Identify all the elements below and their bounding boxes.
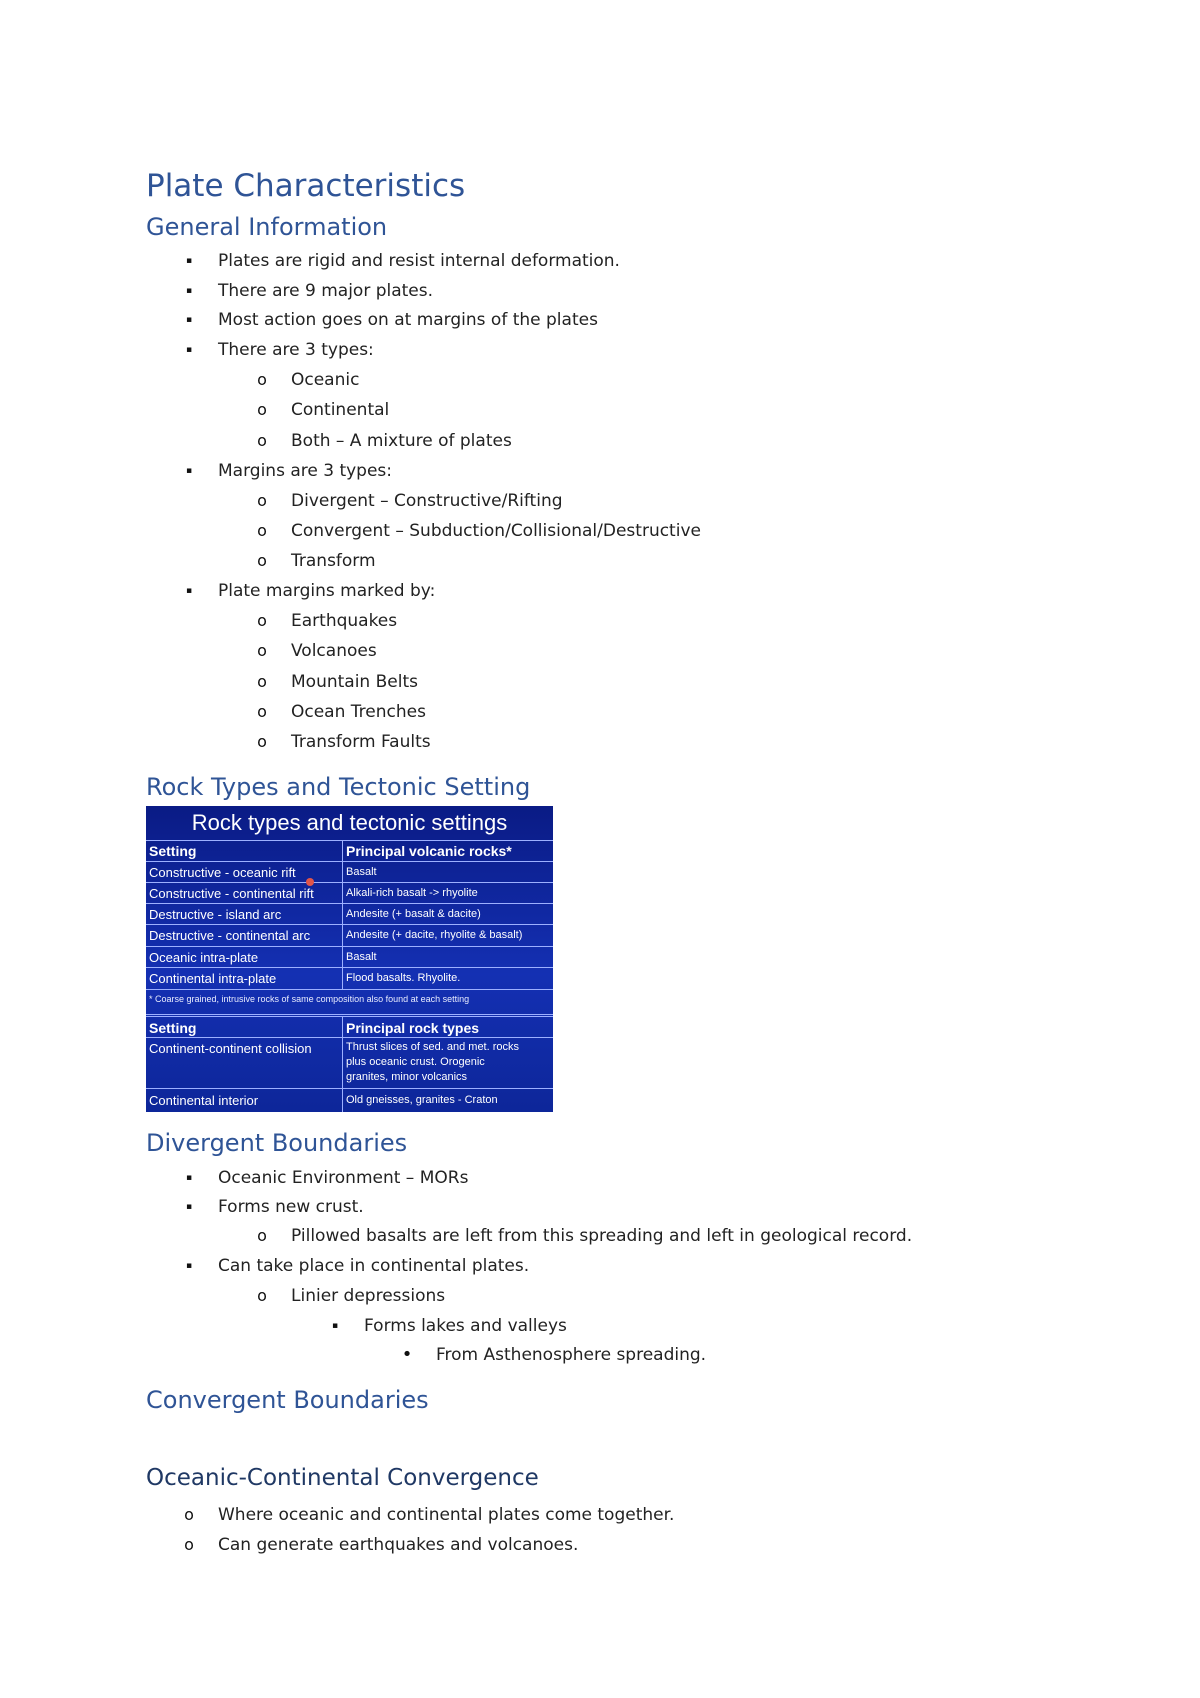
list-item-text: Oceanic Environment – MORs [218, 1168, 469, 1188]
table-cell: Destructive - continental arc [149, 928, 311, 943]
list-item-text: Where oceanic and continental plates come together. [218, 1505, 675, 1525]
circle-bullet-icon: o [257, 521, 267, 540]
list-item-text: Can take place in continental plates. [218, 1256, 530, 1276]
list-item-text: Convergent – Subduction/Collisional/Destructive [291, 521, 701, 541]
list-item-text: Earthquakes [291, 611, 398, 631]
convergent-heading: Convergent Boundaries [146, 1386, 429, 1414]
square-bullet-icon: ▪ [185, 345, 193, 355]
rock-types-figure [146, 806, 553, 1112]
circle-bullet-icon: o [257, 1226, 267, 1245]
table-cell: Oceanic intra-plate [149, 950, 259, 965]
list-item-text: Ocean Trenches [291, 702, 426, 722]
list-item-text: Forms lakes and valleys [364, 1316, 567, 1336]
list-item-text: Volcanoes [291, 641, 377, 661]
list-item-text: Divergent – Constructive/Rifting [291, 491, 563, 511]
rock-types-heading: Rock Types and Tectonic Setting [146, 773, 531, 801]
list-item-text: There are 3 types: [218, 340, 374, 360]
square-bullet-icon: ▪ [185, 466, 193, 476]
list-item-text: Most action goes on at margins of the plates [218, 310, 598, 330]
circle-bullet-icon: o [257, 672, 267, 691]
circle-bullet-icon: o [257, 732, 267, 751]
table-cell: Andesite (+ basalt & dacite) [346, 908, 481, 920]
list-item-text: Transform [291, 551, 376, 571]
list-item-text: Can generate earthquakes and volcanoes. [218, 1535, 579, 1555]
table-header: Principal rock types [346, 1020, 480, 1036]
square-bullet-icon: ▪ [185, 315, 193, 325]
table-cell: Basalt [346, 866, 377, 878]
table-cell: Destructive - island arc [149, 907, 282, 922]
table-cell: Continent-continent collision [149, 1041, 312, 1056]
list-item-text: Mountain Belts [291, 672, 418, 692]
oceanic-continental-heading: Oceanic-Continental Convergence [146, 1465, 539, 1491]
circle-bullet-icon: o [184, 1535, 194, 1554]
circle-bullet-icon: o [257, 551, 267, 570]
square-bullet-icon: ▪ [331, 1321, 339, 1331]
table-cell: granites, minor volcanics [346, 1071, 468, 1083]
table-cell: Flood basalts. Rhyolite. [346, 972, 461, 984]
table-cell: Andesite (+ dacite, rhyolite & basalt) [346, 929, 523, 941]
cursor-dot-icon [306, 878, 314, 886]
circle-bullet-icon: o [257, 431, 267, 450]
circle-bullet-icon: o [257, 702, 267, 721]
square-bullet-icon: ▪ [185, 1261, 193, 1271]
circle-bullet-icon: o [257, 370, 267, 389]
table-cell: Basalt [346, 951, 377, 963]
circle-bullet-icon: o [257, 491, 267, 510]
list-item-text: Transform Faults [291, 732, 431, 752]
table-cell: Continental intra-plate [149, 971, 277, 986]
list-item-text: Oceanic [291, 370, 360, 390]
list-item-text: Plates are rigid and resist internal deformation. [218, 251, 620, 271]
table-cell: Old gneisses, granites - Craton [346, 1094, 498, 1106]
table-header: Principal volcanic rocks* [346, 843, 512, 859]
table-cell: Constructive - oceanic rift [149, 865, 296, 880]
divergent-heading: Divergent Boundaries [146, 1129, 408, 1157]
list-item-text: Continental [291, 400, 390, 420]
list-item-text: From Asthenosphere spreading. [436, 1345, 707, 1365]
table-footnote: * Coarse grained, intrusive rocks of same composition also found at each setting [149, 994, 470, 1004]
list-item-text: There are 9 major plates. [218, 281, 434, 301]
square-bullet-icon: ▪ [185, 1173, 193, 1183]
list-item-text: Pillowed basalts are left from this spreading and left in geological record. [291, 1226, 913, 1246]
table-header: Setting [149, 1020, 197, 1036]
circle-bullet-icon: o [257, 611, 267, 630]
general-information-heading: General Information [146, 213, 388, 241]
square-bullet-icon: ▪ [185, 1202, 193, 1212]
circle-bullet-icon: o [257, 400, 267, 419]
list-item-text: Linier depressions [291, 1286, 446, 1306]
circle-bullet-icon: o [257, 641, 267, 660]
table-cell: Constructive - continental rift [149, 886, 314, 901]
list-item-text: Both – A mixture of plates [291, 431, 512, 451]
square-bullet-icon: ▪ [185, 256, 193, 266]
square-bullet-icon: ▪ [185, 586, 193, 596]
list-item-text: Forms new crust. [218, 1197, 364, 1217]
circle-bullet-icon: o [184, 1505, 194, 1524]
square-bullet-icon: ▪ [185, 286, 193, 296]
table-cell: Alkali-rich basalt -> rhyolite [346, 887, 478, 899]
list-item-text: Plate margins marked by: [218, 581, 436, 601]
list-item-text: Margins are 3 types: [218, 461, 393, 481]
figure-title: Rock types and tectonic settings [191, 810, 508, 835]
table-cell: Thrust slices of sed. and met. rocks [346, 1041, 520, 1053]
table-cell: plus oceanic crust. Orogenic [346, 1056, 485, 1068]
circle-bullet-icon: o [257, 1286, 267, 1305]
table-header: Setting [149, 843, 197, 859]
page-title: Plate Characteristics [146, 168, 466, 204]
table-cell: Continental interior [149, 1093, 259, 1108]
dot-bullet-icon: • [401, 1344, 413, 1365]
